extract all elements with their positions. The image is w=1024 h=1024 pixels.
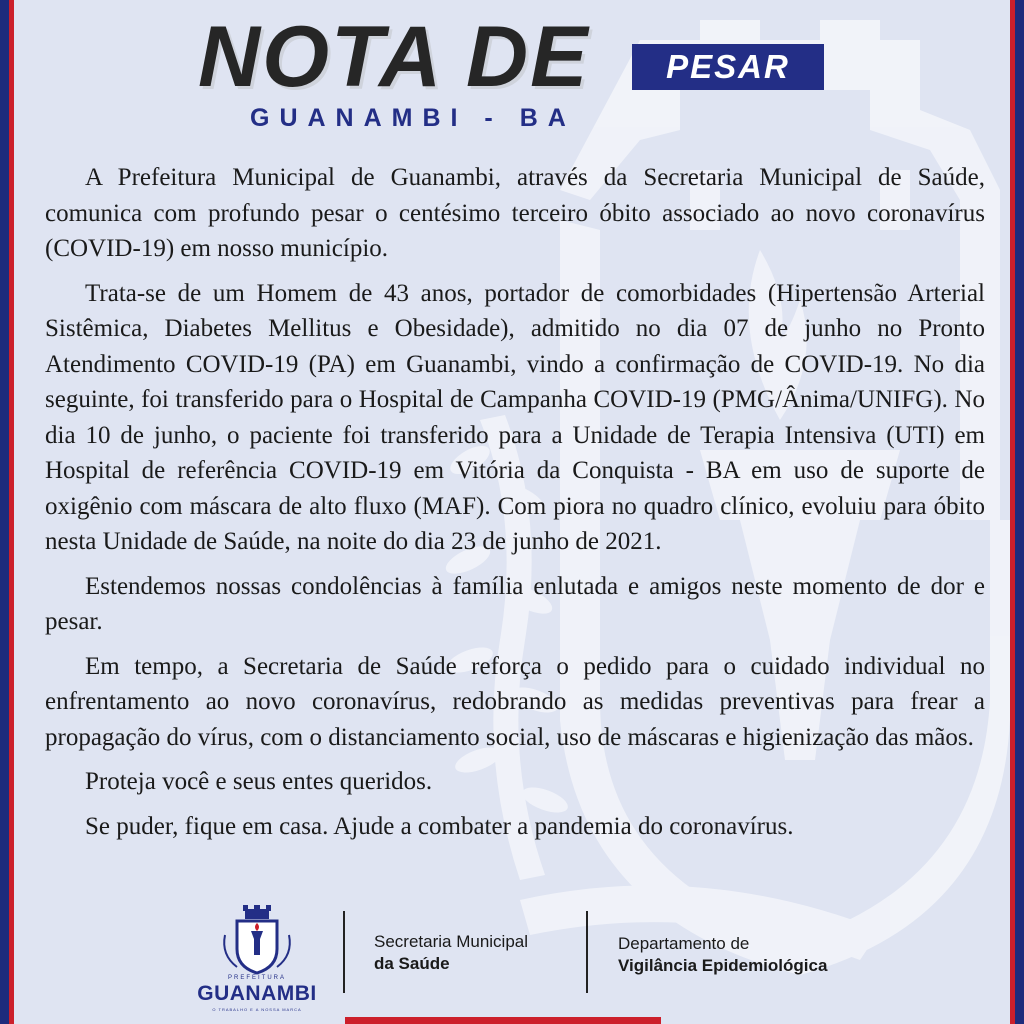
logo-name: GUANAMBI xyxy=(197,982,317,1005)
city-subtitle: GUANAMBI - BA xyxy=(250,104,576,132)
paragraph-condolences: Estendemos nossas condolências à família enlutada e amigos neste momento de dor e pesar. xyxy=(45,572,985,635)
footer-divider xyxy=(343,911,345,993)
paragraph-prevention: Em tempo, a Secretaria de Saúde reforça o pedido para o cuidado individual no enfrentamento ao novo coronavírus, redobrando as medidas preventivas para frear a propagação do vírus, com o distanciamento social, uso de máscaras e higienização das mãos. xyxy=(45,652,985,751)
paragraph-protect: Proteja você e seus entes queridos. xyxy=(85,768,433,795)
note-body xyxy=(45,160,985,853)
secretaria-line2: da Saúde xyxy=(374,954,450,973)
logo-superscript: PREFEITURA xyxy=(227,975,286,981)
departamento-line2: Vigilância Epidemiológica xyxy=(618,956,828,975)
prefeitura-logo xyxy=(197,905,317,1015)
municipal-coat-of-arms-icon xyxy=(197,905,317,977)
logo-motto: O TRABALHO E A NOSSA MARCA xyxy=(212,1007,302,1012)
title-badge: PESAR xyxy=(632,44,824,90)
paragraph-case-details: Trata-se de um Homem de 43 anos, portador de comorbidades (Hipertensão Arterial Sistêmica, Diabetes Mellitus e Obesidade), admitido no dia 07 de junho no Pronto Atendimento COVID-19 (PA) em Guanambi, vindo a confirmação de COVID-19. No dia seguinte, foi transferido para o Hospital de Campanha COVID-19 (PMG/Ânima/UNIFG). No dia 10 de junho, o paciente foi transferido para a Unidade de Terapia Intensiva (UTI) em Hospital de referência COVID-19 em Vitória da Conquista - BA em uso de suporte de oxigênio com máscara de alto fluxo (MAF). Com piora no quadro clínico, evoluiu para óbito nesta Unidade de Saúde, na noite do dia 23 de junho de 2021. xyxy=(45,279,985,555)
bottom-accent-bar xyxy=(345,1017,661,1024)
secretaria-label xyxy=(374,931,528,975)
footer xyxy=(0,895,1024,1015)
paragraph-stay-home: Se puder, fique em casa. Ajude a combater a pandemia do coronavírus. xyxy=(85,812,794,840)
footer-divider xyxy=(586,911,588,993)
paragraph-announcement: A Prefeitura Municipal de Guanambi, através da Secretaria Municipal de Saúde, comunica com profundo pesar o centésimo terceiro óbito associado ao novo coronavírus (COVID-19) em nosso município. xyxy=(45,164,985,262)
departamento-label xyxy=(618,933,827,977)
page-title: NOTA DE xyxy=(198,9,590,105)
departamento-line1: Departamento de xyxy=(618,934,750,953)
secretaria-line1: Secretaria Municipal xyxy=(374,932,529,951)
